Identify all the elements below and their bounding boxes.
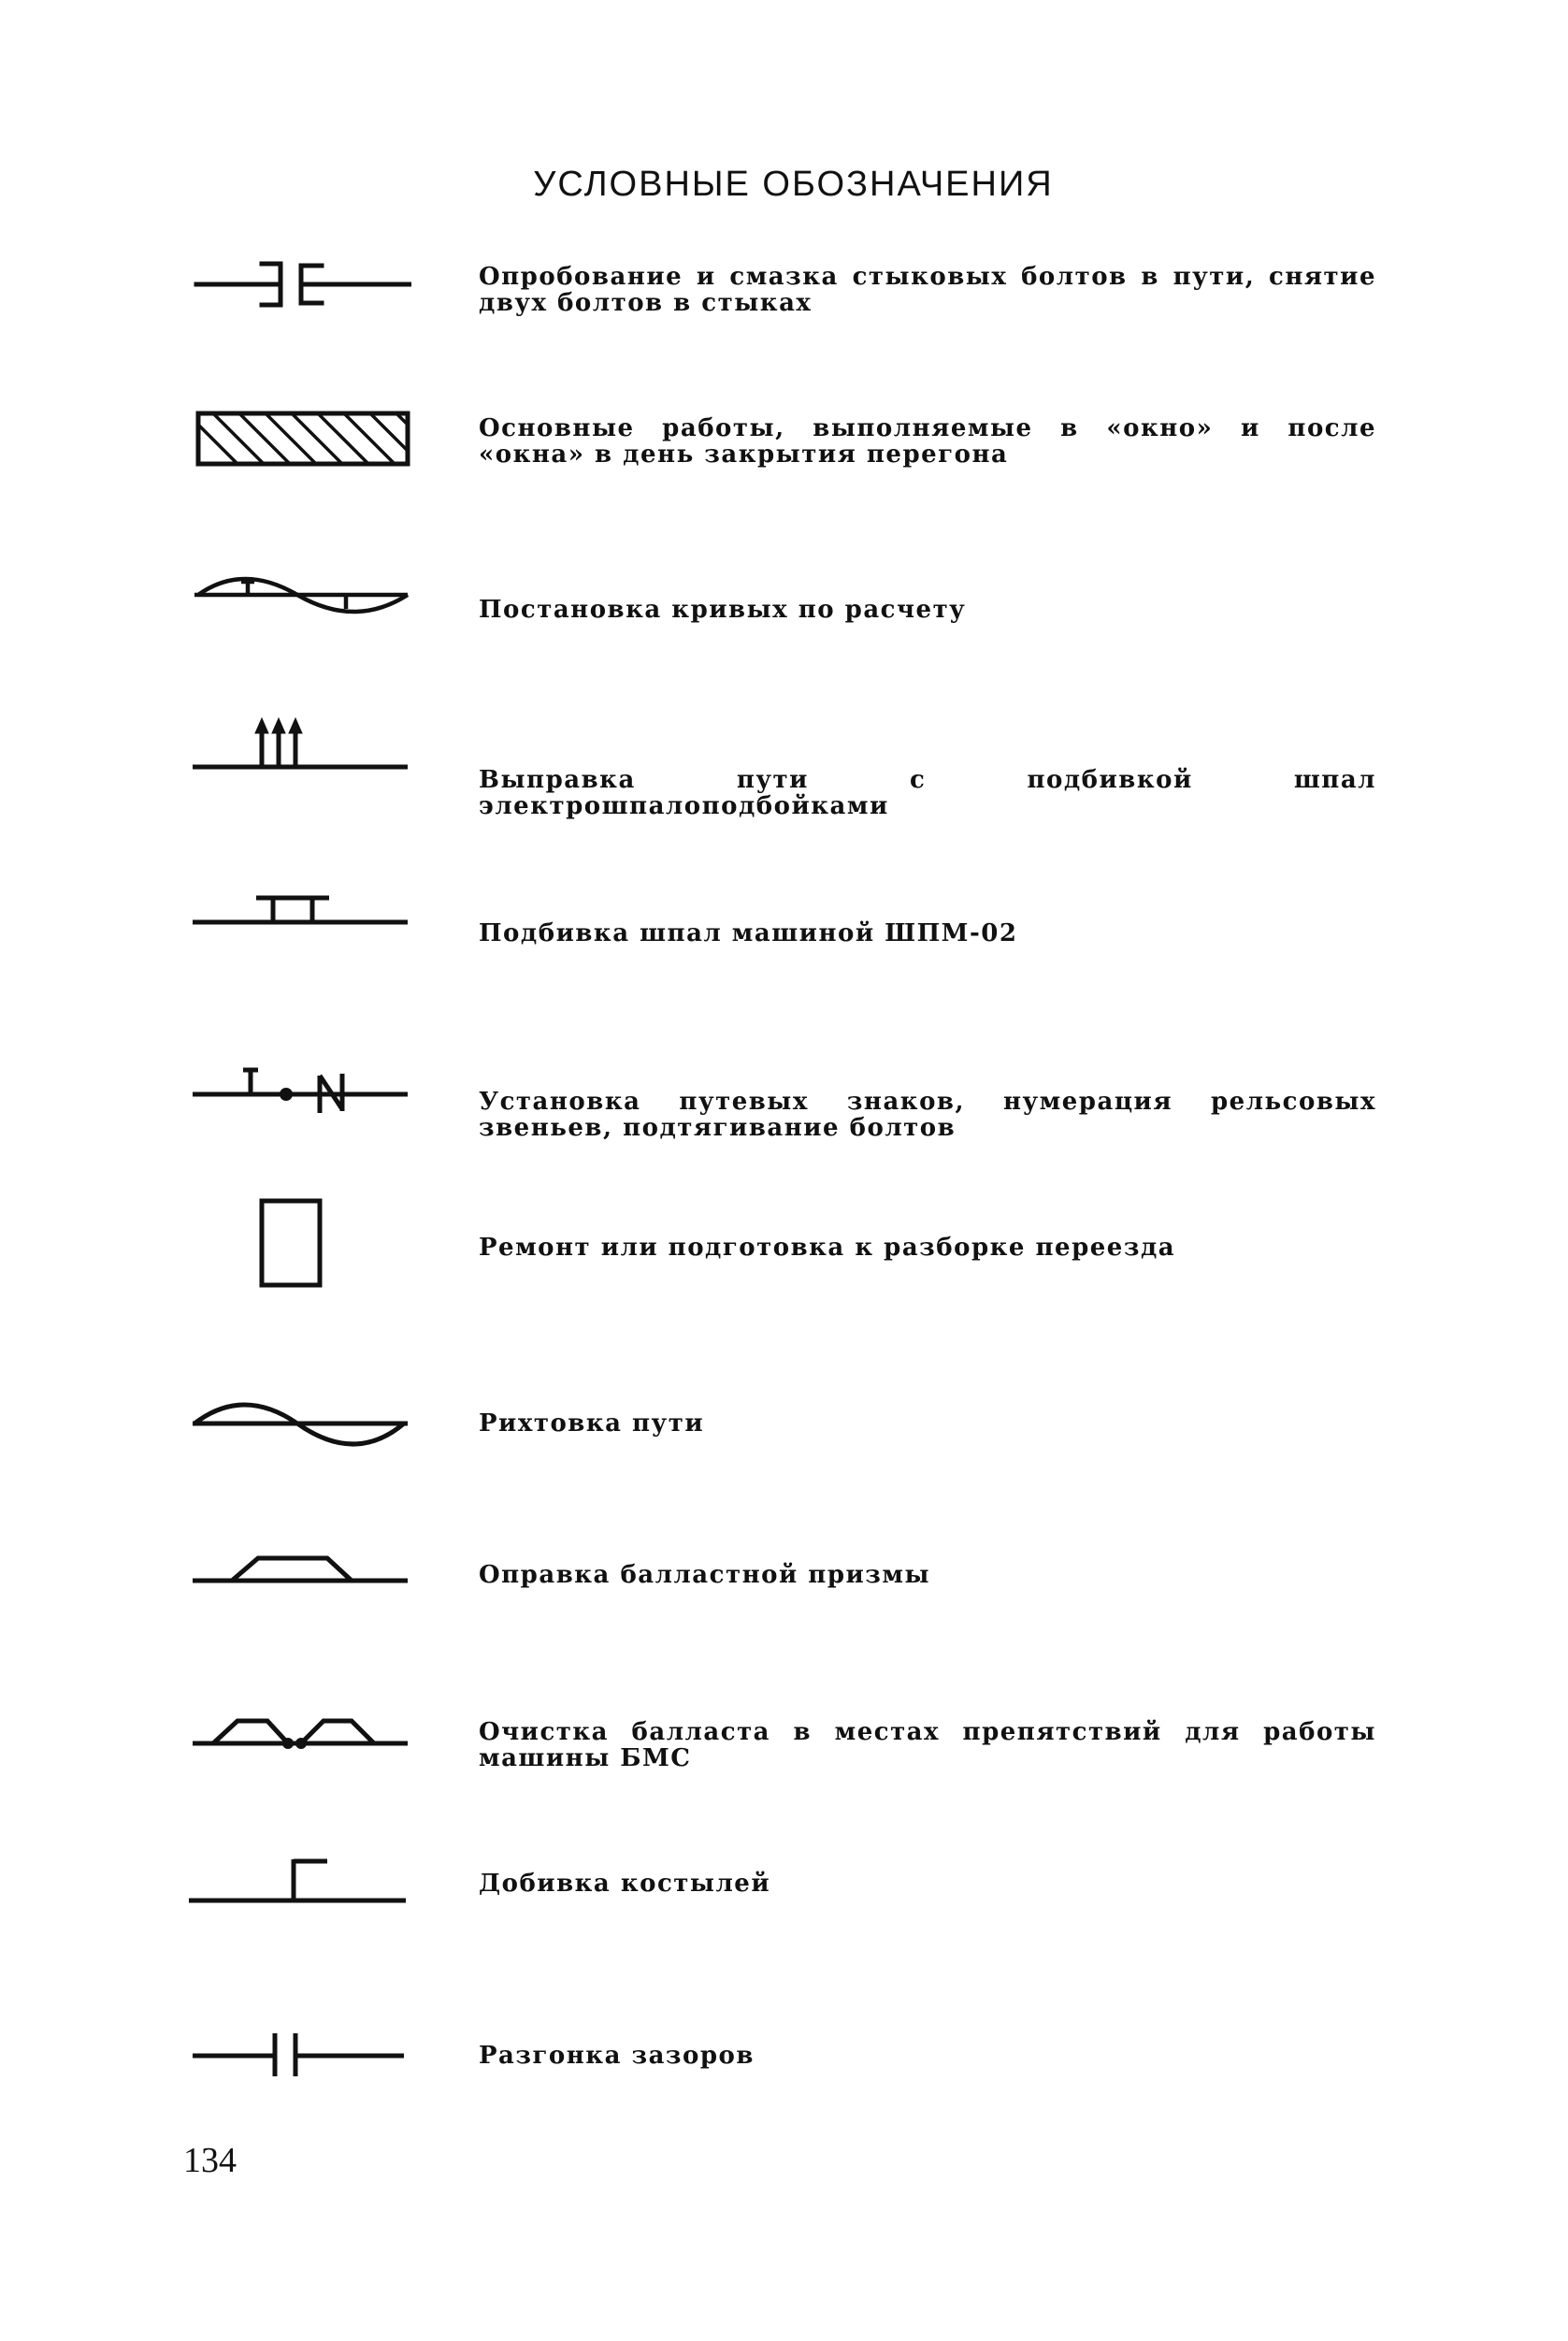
track-lining-wave-icon — [187, 1392, 411, 1457]
legend-text: Разгонка зазоров — [479, 2042, 755, 2070]
legend-text: Выправка пути с подбивкой шпал электрошпалоподбойками — [479, 766, 1376, 820]
bolt-lubrication-icon — [187, 258, 411, 314]
legend-text: Рихтовка пути — [479, 1409, 705, 1438]
page-title: УСЛОВНЫЕ ОБОЗНАЧЕНИЯ — [533, 165, 1054, 204]
legend-text: Постановка кривых по расчету — [479, 596, 967, 624]
page-number: 134 — [183, 2141, 237, 2180]
legend-text: Очистка балласта в местах препятствий для работы машины БМС — [479, 1718, 1376, 1772]
spike-driving-icon — [187, 1846, 411, 1912]
track-signs-icon — [187, 1057, 411, 1122]
ballast-prism-icon — [187, 1547, 411, 1594]
ballast-cleaning-icon — [187, 1710, 411, 1756]
tamping-arrows-icon — [187, 711, 411, 776]
gap-spreading-icon — [187, 2028, 411, 2084]
legend-text: Основные работы, выполняемые в «окно» и после «окна» в день закрытия перегона — [479, 414, 1376, 469]
legend-text: Оправка балластной призмы — [479, 1561, 931, 1589]
tamping-machine-icon — [187, 887, 411, 933]
legend-text: Установка путевых знаков, нумерация рельсовых звеньев, подтягивание болтов — [479, 1088, 1376, 1142]
hatched-rectangle-icon — [187, 408, 411, 470]
legend-text: Ремонт или подготовка к разборке переезда — [479, 1234, 1176, 1262]
curve-setting-icon — [187, 569, 411, 625]
legend-text: Опробование и смазка стыковых болтов в пути, снятие двух болтов в стыках — [479, 263, 1376, 317]
legend-text: Добивка костылей — [479, 1870, 771, 1898]
legend-text: Подбивка шпал машиной ШПМ-02 — [479, 919, 1018, 947]
rectangle-icon — [187, 1197, 411, 1291]
